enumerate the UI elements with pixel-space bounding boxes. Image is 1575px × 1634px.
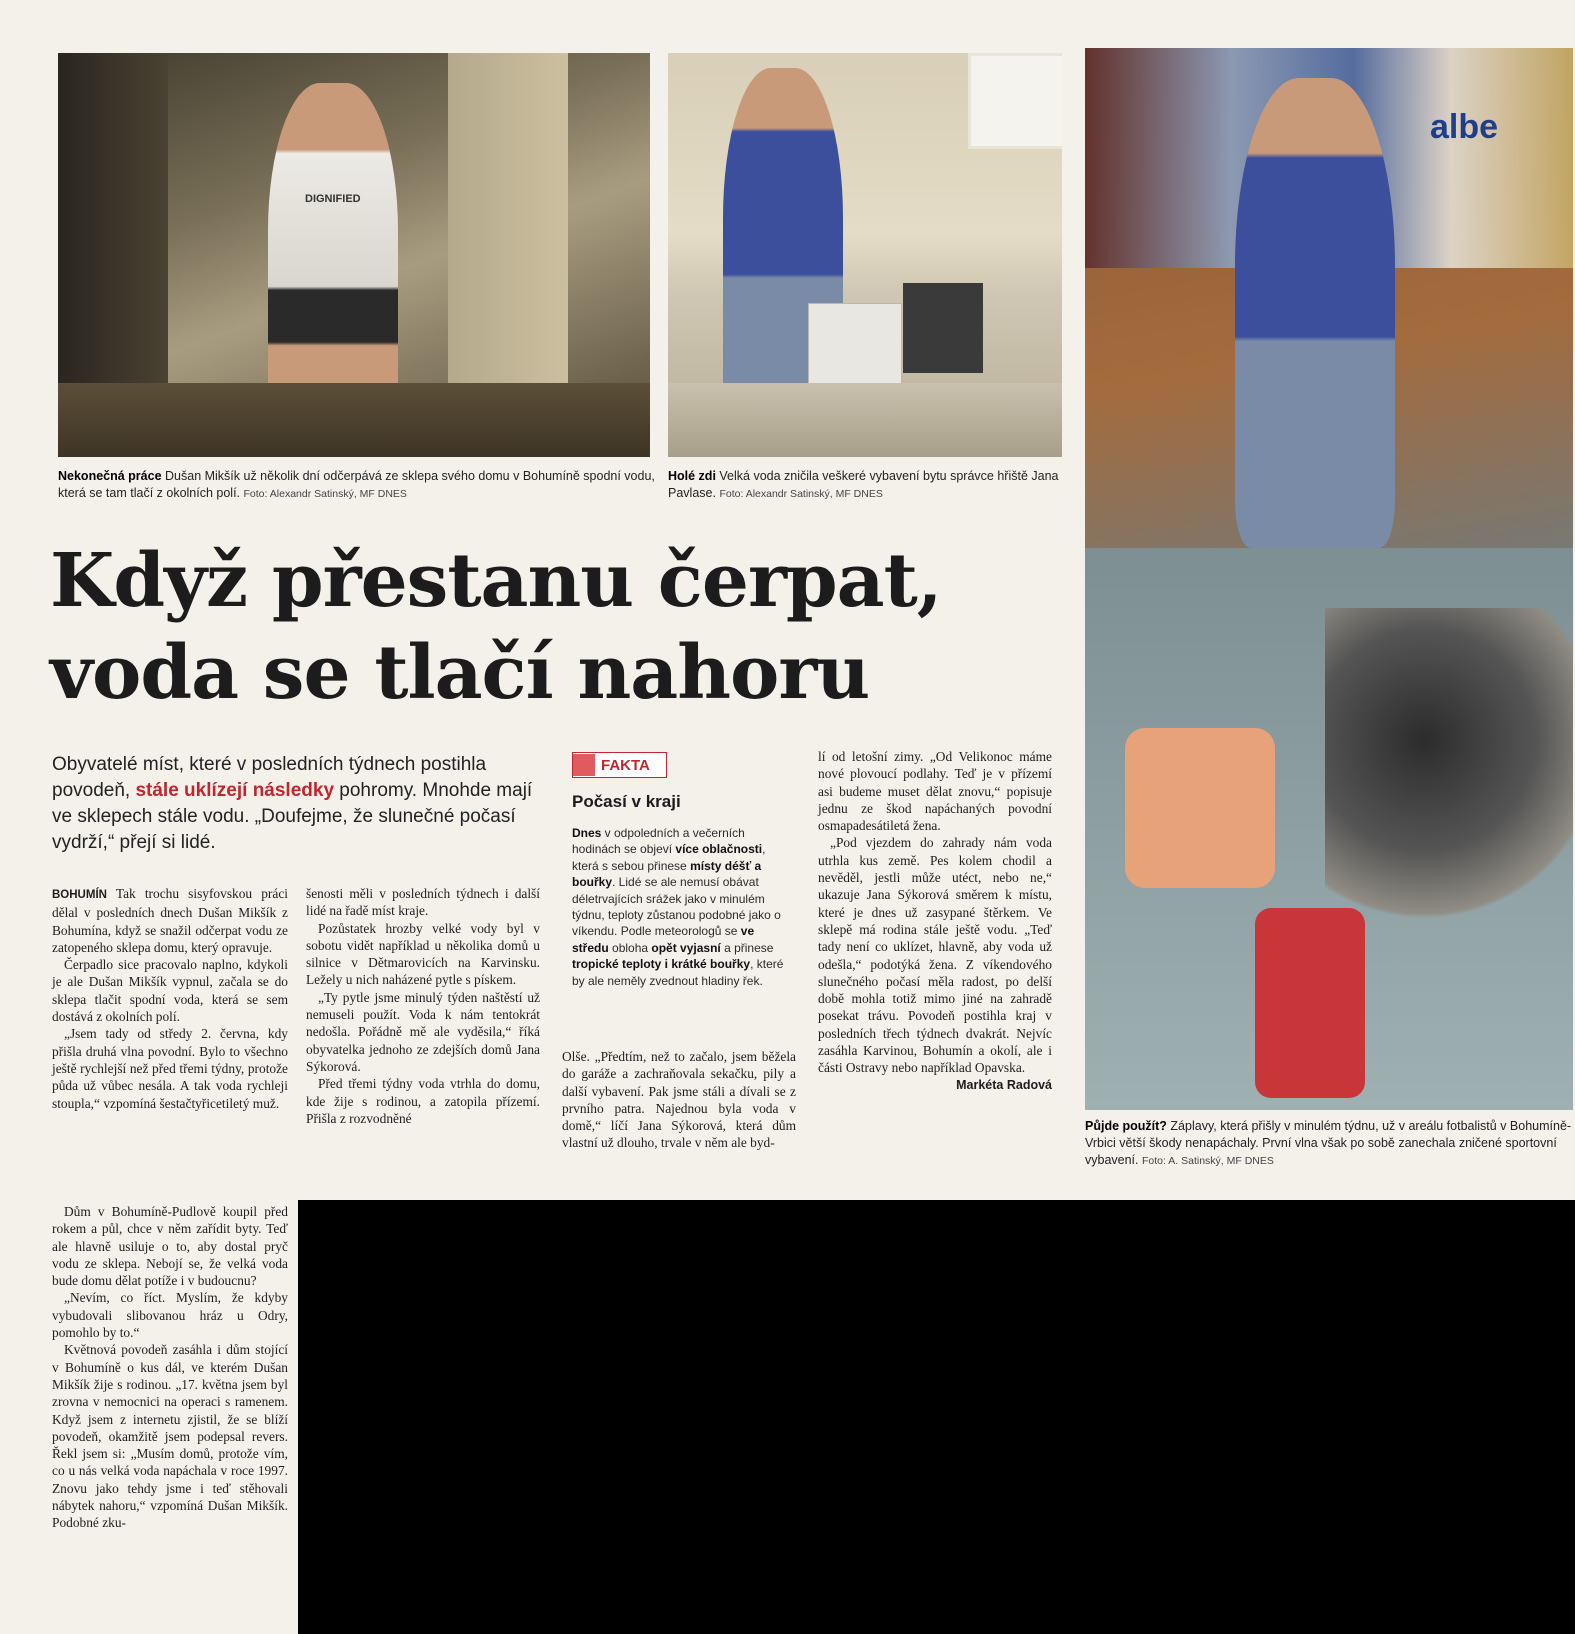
lead-text-2: pohromy. Mnohde mají ve sklepech stále vodu. „Doufejme, že slunečné počasí vydrží,“ přejí si lidé. — [52, 780, 533, 853]
article-paragraph: Čerpadlo sice pracovalo naplno, kdykoli je ale Dušan Mikšík vypnul, začala se do sklepa tlačit spodní voda, která se sem dostává z okolních polí. — [52, 957, 288, 1025]
article-column-2 — [306, 885, 540, 1127]
fakta-bold: Dnes — [572, 826, 602, 840]
photo-empty-flat — [668, 53, 1062, 457]
article-paragraph: „Jsem tady od středy 2. června, kdy přišla druhá vlna povodní. Bylo to všechno ještě rychlejší než před třemi týdny, protože půda už vůbec nesála. A tak voda rychleji stoupla,“ vzpomíná šestačtyřicetiletý muž. — [52, 1026, 288, 1111]
article-paragraph: „Nevím, co říct. Myslím, že kdyby vybudovali slibovanou hráz u Odry, pomohlo by to.“ — [52, 1290, 288, 1341]
photo1-credit: Foto: Alexandr Satinský, MF DNES — [243, 488, 407, 500]
fakta-bold: tropické teploty i krátké bouřky — [572, 957, 751, 972]
paragraph-text: Tak trochu sisyfovskou práci dělal v posledních dnech Dušan Mikšík z Bohumína, když se snažil odčerpat vodu ze zatopeného sklepa domu, který opravuje. — [52, 886, 288, 955]
fakta-span: , která s sebou přinese — [572, 842, 766, 873]
article-column-4 — [818, 748, 1052, 1094]
photo-cellar — [58, 53, 650, 457]
shoes-pile — [1325, 608, 1573, 938]
fakta-span: . Lidé se ale nemusí obávat déletrvajících srážek jako v minulém týdnu, teploty zůstanou podobné jako o víkendu. Podle meteorologů se — [572, 875, 781, 939]
article-paragraph: „Ty pytle jsme minulý týden naštěstí už nemuseli použít. Voda k nám tentokrát nedošla. Pořádně mě ale vyděsila,“ říká obyvatelka jednoho ze zdejších domů Jana Sýkorová. — [306, 989, 540, 1074]
article-paragraph: Dům v Bohumíně-Pudlově koupil před rokem a půl, chce v něm zařídit byty. Teď ale hlavně usiluje o to, aby dostal pryč vodu ze sklepa. Nebojí se, že velká voda bude domu dělat potíže i v budoucnu? — [52, 1204, 288, 1289]
paragraph-text: „Pod vjezdem do zahrady nám voda utrhla kus země. Pes kolem chodil a nevěděl, jestli může utéct, nebo ne,“ ukazuje Jana Sýkorová směrem k místu, které je dnes už zasypané štěrkem. Ve sklepě má rodina stále ještě vodu. „Teď tady není co uklízet, hlavně, aby voda už odešla,“ podotýká žena. Z víkendového slunečného počasí měla radost, po delší době mohla totiž mimo jiné na zahradě posekat trávu. Povodeň postihla kraj v posledních třech týdnech dvakrát. Nejvíc zasáhla Karvinou, Bohumín a okolí, ale i části Ostravy nebo například Opavska. — [818, 835, 1052, 1076]
article-paragraph: Pozůstatek hrozby velké vody byl v sobotu vidět například u několika domů u silnice v Dětmarovicích na Karvinsku. Ležely u nich naházené pytle s pískem. — [306, 920, 540, 988]
fakta-bold: místy déšť a bouřky — [572, 858, 762, 890]
fakta-span: v odpoledních a večerních hodinách se objeví — [572, 826, 745, 857]
article-paragraph: Květnová povodeň zasáhla i dům stojící v Bohumíně o kus dál, ve kterém Dušan Mikšík žije s rodinou. „17. května jsem byl zrovna v nemocnici na operaci s ramenem. Když jsem z internetu zjistil, že se blíží povodeň, okamžitě jsem podepsal revers. Řekl jsem si: „Musím domů, protože vím, co u nás velká voda napáchala v roce 1997. Znovu jako tehdy jsme i teď stěhovali nábytek nahoru,“ vzpomíná Dušan Mikšík. Podobné zku- — [52, 1342, 288, 1531]
orange-shirts — [1125, 728, 1275, 888]
photo1-caption-title: Nekonečná práce — [58, 469, 162, 483]
article-paragraph: Olše. „Předtím, než to začalo, jsem běžela do garáže a zachraňovala sekačku, pily a další vybavení. Pak jsme stáli a dívali se z prvního patra. Najednou byla voda v domě,“ líčí Jana Sýkorová, která dům vlastní už dlouho, trvale v něm ale byd- — [562, 1049, 796, 1151]
crate — [903, 283, 983, 373]
photo3-caption-title: Půjde použít? — [1085, 1119, 1167, 1133]
article-paragraph — [52, 885, 288, 956]
photo-locker-room — [1085, 48, 1573, 1110]
photo3-caption-text: Záplavy, která přišly v minulém týdnu, už v areálu fotbalistů v Bohumíně-Vrbici větší škody nenapáchaly. První vlna však po sobě zanechala zničené sportovní vybavení. — [1085, 1119, 1572, 1167]
photo2-caption-text: Velká voda zničila veškeré vybavení bytu správce hřiště Jana Pavlase. — [668, 469, 1059, 500]
lead-paragraph — [52, 752, 540, 856]
floor — [668, 383, 1062, 457]
article-column-1 — [52, 885, 288, 1112]
dateline: BOHUMÍN — [52, 889, 107, 901]
cellar-wall — [448, 53, 568, 383]
shirt-text: DIGNIFIED — [305, 193, 361, 205]
cellar-floor — [58, 383, 650, 457]
lead-text-1: Obyvatelé míst, které v posledních týdnech postihla povodeň, — [52, 754, 487, 801]
article-column-1-continued — [52, 1203, 288, 1532]
fakta-label — [572, 752, 667, 778]
photo3-credit: Foto: A. Satinský, MF DNES — [1142, 1155, 1274, 1167]
fakta-bold: více oblačnosti — [675, 842, 763, 857]
lead-highlight: stále uklízejí následky — [135, 780, 335, 801]
man-in-locker-room — [1235, 78, 1395, 548]
photo3-caption — [1085, 1118, 1573, 1170]
article-column-3 — [562, 1048, 796, 1152]
fakta-text — [572, 825, 794, 989]
article-paragraph: šenosti měli v posledních týdnech i další lidé na řadě míst kraje. — [306, 886, 540, 919]
photo2-caption-title: Holé zdi — [668, 469, 716, 483]
red-bag — [1255, 908, 1365, 1098]
photo2-caption — [668, 468, 1078, 503]
photo1-caption — [58, 468, 658, 503]
headline: Když přestanu čerpat, voda se tlačí nahoru — [50, 538, 942, 716]
byline: Markéta Radová — [956, 1077, 1052, 1092]
fakta-span: a přinese — [720, 940, 774, 955]
photo1-caption-text: Dušan Mikšík už několik dní odčerpává ze sklepa svého domu v Bohumíně spodní vodu, která se tam tlačí z okolních polí. — [58, 469, 655, 500]
article-paragraph — [818, 834, 1052, 1092]
fakta-span: , které by ale neměly zvednout hladiny řek. — [572, 957, 784, 988]
fakta-label-text: FAKTA — [601, 756, 650, 774]
article-paragraph: Před třemi týdny voda vtrhla do domu, kde žije s rodinou, a zatopila přízemí. Přišla z rozvodněné — [306, 1076, 540, 1126]
fakta-bold: ve středu — [572, 924, 755, 955]
window — [968, 53, 1062, 149]
fakta-square-icon — [573, 754, 595, 776]
article-paragraph: lí od letošní zimy. „Od Velikonoc máme nové plovoucí podlahy. Teď je v přízemí asi budeme muset dělat znovu,“ popisuje jednu ze škod napáchaných povodní osmapadesátiletá žena. — [818, 749, 1052, 834]
bag-text: albe — [1430, 108, 1499, 146]
fakta-title: Počasí v kraji — [572, 792, 681, 811]
fakta-span: obloha — [608, 940, 652, 955]
photo2-credit: Foto: Alexandr Satinský, MF DNES — [719, 488, 883, 500]
fakta-bold: opět vyjasní — [651, 940, 721, 955]
